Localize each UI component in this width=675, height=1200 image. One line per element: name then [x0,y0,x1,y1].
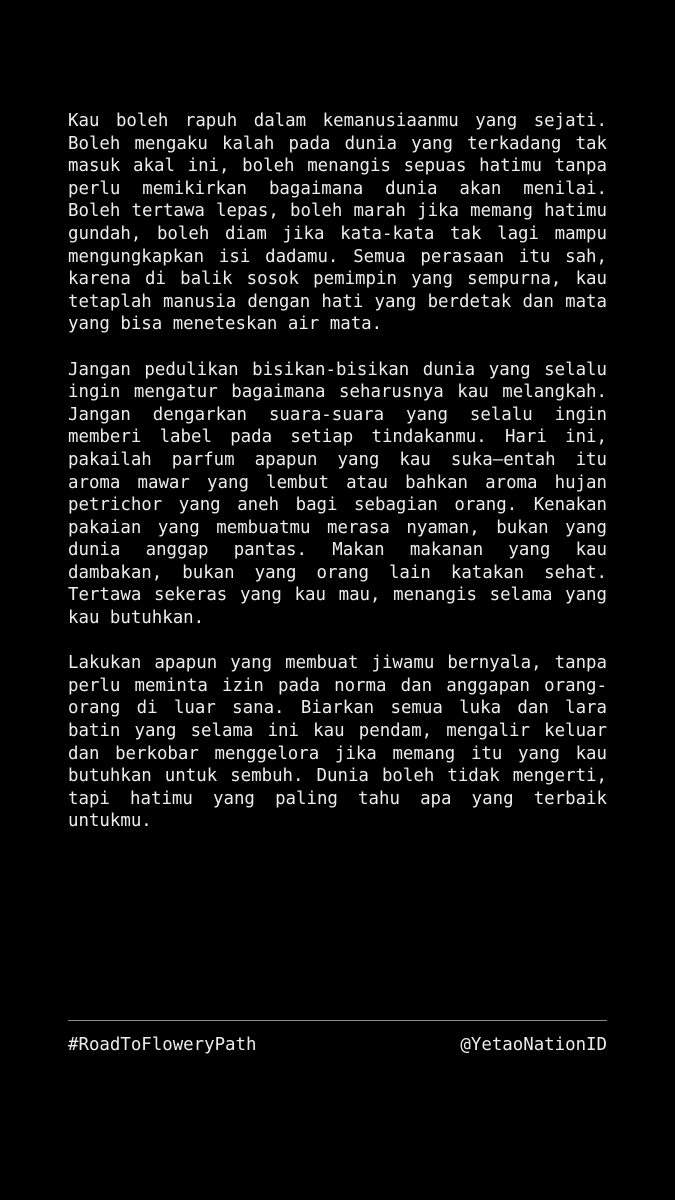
footer [68,1034,607,1056]
footer-divider [68,1020,607,1021]
paragraph-1: Kau boleh rapuh dalam kemanusiaanmu yang sejati. Boleh mengaku kalah pada dunia yang terkadang tak masuk akal ini, boleh menangis sepuas hatimu tanpa perlu memikirkan bagaimana dunia akan menilai. Boleh tertawa lepas, boleh marah jika memang hatimu gundah, boleh diam jika kata-kata tak lagi mampu mengungkapkan isi dadamu. Semua perasaan itu sah, karena di balik sosok pemimpin yang sempurna, kau tetaplah manusia dengan hati yang berdetak dan mata yang bisa meneteskan air mata. [68,111,607,335]
hashtag-text: #RoadToFloweryPath [68,1035,257,1055]
account-handle: @YetaoNationID [460,1035,607,1055]
paragraph-2: Jangan pedulikan bisikan-bisikan dunia yang selalu ingin mengatur bagaimana seharusnya kau melangkah. Jangan dengarkan suara-suara yang selalu ingin memberi label pada setiap tindakanmu. Hari ini, pakailah parfum apapun yang kau suka—entah itu aroma mawar yang lembut atau bahkan aroma hujan petrichor yang aneh bagi sebagian orang. Kenakan pakaian yang membuatmu merasa nyaman, bukan yang dunia anggap pantas. Makan makanan yang kau dambakan, bukan yang orang lain katakan sehat. Tertawa sekeras yang kau mau, menangis selama yang kau butuhkan. [68,359,607,629]
paragraph-3: Lakukan apapun yang membuat jiwamu bernyala, tanpa perlu meminta izin pada norma dan anggapan orang-orang di luar sana. Biarkan semua luka dan lara batin yang selama ini kau pendam, mengalir keluar dan berkobar menggelora jika memang itu yang kau butuhkan untuk sembuh. Dunia boleh tidak mengerti, tapi hatimu yang paling tahu apa yang terbaik untukmu. [68,653,607,832]
article-body [68,110,607,833]
